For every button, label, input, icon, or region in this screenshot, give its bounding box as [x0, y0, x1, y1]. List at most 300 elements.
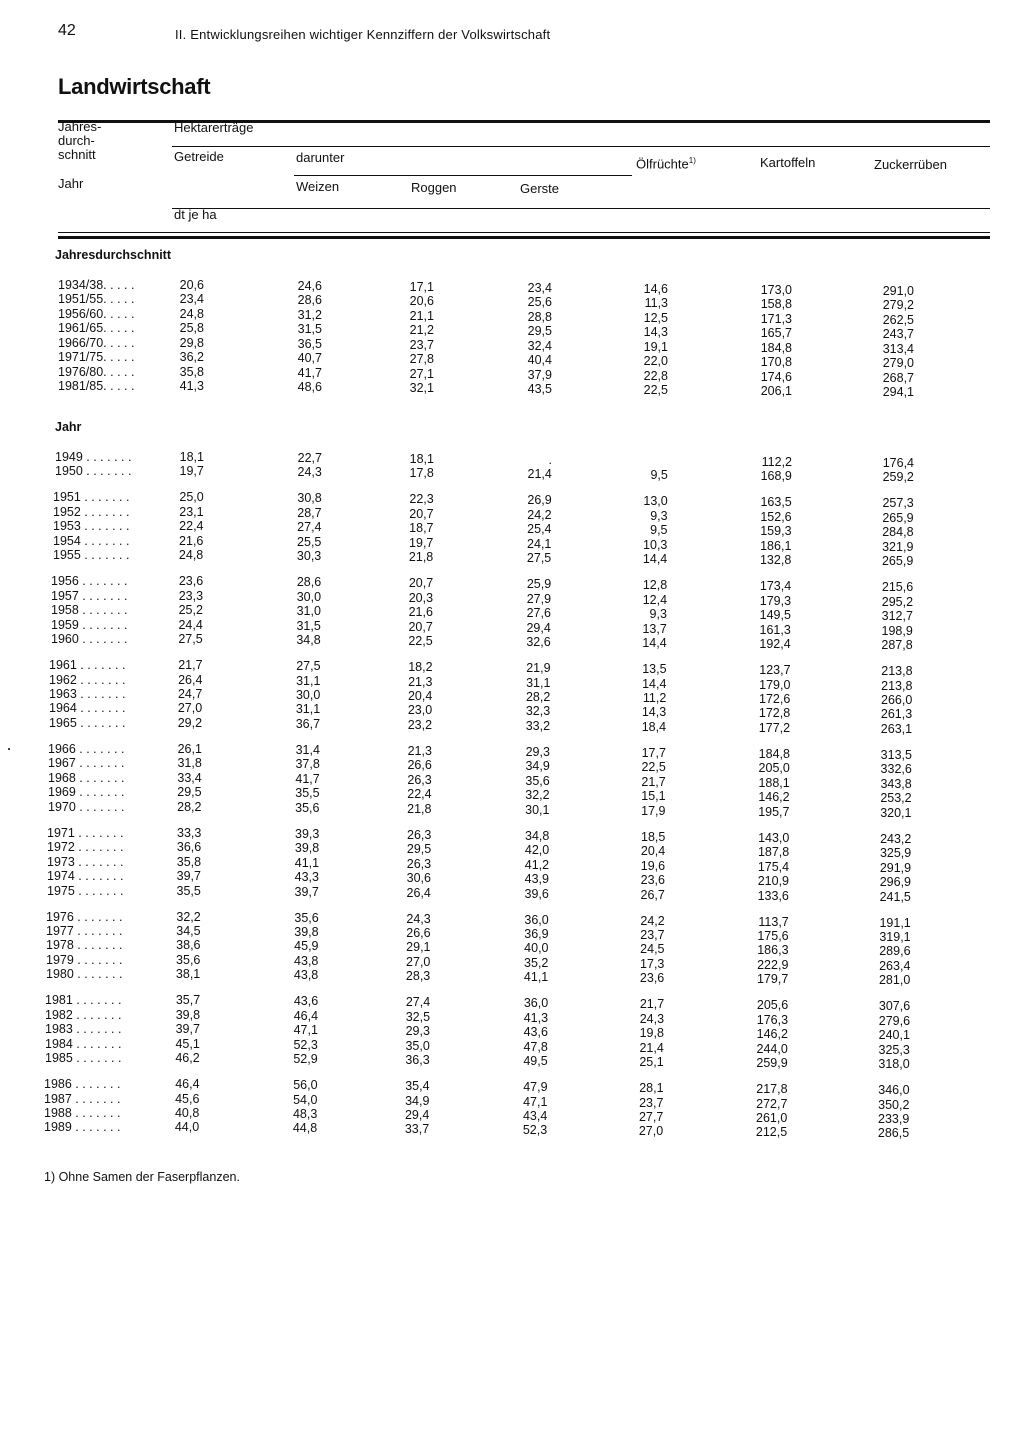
scan-speck: [8, 748, 10, 750]
cell-col-7: 279,0: [882, 355, 914, 370]
row-label: 1954 . . . . . . .: [53, 534, 130, 548]
cell-col-4: 32,2: [525, 787, 550, 802]
cell-col-1: 19,7: [179, 464, 204, 478]
cell-col-7: 243,2: [880, 831, 912, 846]
cell-col-2: 30,8: [297, 490, 322, 505]
cell-col-2: 39,3: [295, 826, 320, 841]
table-row: [0, 840, 1024, 860]
cell-col-6: 210,9: [757, 873, 789, 888]
cell-col-4: 21,4: [527, 466, 552, 481]
cell-col-1: 18,1: [179, 450, 204, 464]
cell-col-5: 9,3: [650, 509, 668, 523]
cell-col-1: 25,0: [179, 490, 204, 504]
header-unit: dt je ha: [174, 207, 217, 222]
cell-col-5: 14,4: [642, 552, 668, 566]
cell-col-6: 170,8: [760, 354, 792, 369]
cell-col-5: 12,4: [642, 593, 668, 607]
cell-col-4: 32,4: [527, 338, 552, 353]
cell-col-2: 35,6: [294, 910, 319, 925]
cell-col-1: 35,8: [179, 365, 204, 379]
cell-col-4: 47,9: [523, 1079, 548, 1094]
cell-col-3: 20,7: [408, 619, 433, 634]
cell-col-2: 45,9: [294, 938, 319, 953]
cell-col-6: 161,3: [759, 622, 791, 637]
row-label: 1956/60. . . . .: [58, 307, 135, 321]
table-row: [0, 292, 1024, 312]
cell-col-2: 39,7: [294, 884, 319, 899]
page-number: 42: [58, 22, 76, 39]
cell-col-6: 175,4: [757, 859, 790, 874]
cell-col-4: 40,4: [527, 352, 552, 367]
cell-col-4: 47,1: [523, 1094, 548, 1109]
table-row: [0, 869, 1024, 889]
cell-col-5: 20,4: [640, 844, 666, 858]
row-label: 1966/70. . . . .: [58, 336, 135, 350]
cell-col-4: 29,5: [527, 323, 552, 338]
cell-col-4: 43,5: [527, 381, 552, 396]
header-weizen: Weizen: [296, 179, 340, 194]
row-label: 1979 . . . . . . .: [46, 953, 123, 967]
cell-col-5: 12,8: [642, 578, 668, 592]
cell-col-6: 172,6: [759, 691, 791, 706]
cell-col-1: 46,2: [175, 1051, 200, 1065]
cell-col-2: 24,3: [297, 464, 322, 479]
cell-col-3: 23,7: [409, 337, 434, 352]
cell-col-3: 20,7: [409, 506, 434, 521]
cell-col-6: 175,6: [757, 928, 789, 943]
stub-header-line2: durch-: [58, 133, 95, 148]
row-label: 1958 . . . . . . .: [51, 603, 128, 617]
row-label: 1975 . . . . . . .: [47, 884, 124, 898]
cell-col-5: 19,1: [643, 340, 668, 354]
cell-col-3: 20,3: [408, 590, 434, 605]
cell-col-3: 36,3: [405, 1052, 430, 1067]
cell-col-4: 43,4: [522, 1108, 548, 1123]
table-row: [0, 1022, 1024, 1042]
row-label: 1960 . . . . . . .: [51, 632, 128, 646]
cell-col-6: 168,9: [760, 468, 792, 483]
cell-col-3: 29,3: [405, 1023, 430, 1038]
cell-col-6: 261,0: [756, 1110, 788, 1125]
cell-col-1: 34,5: [176, 924, 201, 938]
table-row: [0, 785, 1024, 805]
cell-col-6: 149,5: [759, 607, 791, 622]
cell-col-2: 28,6: [297, 292, 322, 307]
cell-col-5: 10,3: [643, 538, 668, 552]
cell-col-7: 279,6: [878, 1013, 911, 1028]
cell-col-4: 28,2: [525, 689, 551, 704]
cell-col-7: 241,5: [879, 889, 911, 904]
cell-col-7: 284,8: [882, 524, 914, 539]
cell-col-7: 261,3: [880, 706, 913, 721]
cell-col-1: 21,7: [178, 658, 203, 672]
cell-col-2: 48,6: [297, 379, 322, 394]
cell-col-4: 30,1: [525, 802, 550, 817]
row-label: 1989 . . . . . . .: [44, 1120, 121, 1134]
table-row: [0, 632, 1024, 652]
cell-col-1: 31,8: [177, 756, 202, 770]
cell-col-7: 213,8: [881, 663, 913, 678]
cell-col-4: 41,3: [523, 1010, 549, 1025]
cell-col-2: 31,0: [296, 603, 321, 618]
cell-col-3: 34,9: [405, 1093, 430, 1108]
cell-col-7: 343,8: [880, 776, 912, 791]
cell-col-6: 205,6: [756, 997, 789, 1012]
table-row: [0, 800, 1024, 820]
cell-col-3: 20,6: [409, 293, 434, 308]
cell-col-6: 172,8: [758, 705, 791, 720]
cell-col-1: 35,7: [175, 993, 201, 1007]
header-gerste: Gerste: [520, 181, 560, 196]
cell-col-6: 159,3: [760, 523, 792, 538]
cell-col-2: 31,1: [295, 701, 321, 716]
cell-col-3: 18,7: [409, 520, 434, 535]
cell-col-7: 350,2: [878, 1097, 910, 1112]
cell-col-2: 41,1: [294, 855, 320, 870]
cell-col-4: 35,6: [525, 773, 550, 788]
table-row: [0, 884, 1024, 904]
row-label: 1952 . . . . . . .: [53, 505, 130, 519]
cell-col-1: 23,3: [178, 589, 204, 603]
table-row: [0, 716, 1024, 736]
table-row: [0, 307, 1024, 327]
cell-col-1: 35,8: [176, 855, 202, 869]
cell-col-3: 21,1: [409, 308, 434, 323]
row-label: 1984 . . . . . . .: [45, 1037, 122, 1051]
table-row: [0, 490, 1024, 510]
cell-col-4: 25,4: [527, 521, 552, 536]
cell-col-7: 259,2: [882, 469, 914, 484]
cell-col-6: 244,0: [756, 1041, 788, 1056]
cell-col-3: 21,8: [407, 801, 432, 816]
cell-col-5: 13,0: [643, 494, 668, 508]
cell-col-3: 28,3: [405, 968, 431, 983]
cell-col-6: 146,2: [758, 789, 790, 804]
cell-col-2: 37,8: [295, 756, 320, 771]
cell-col-1: 24,8: [178, 548, 204, 562]
cell-col-7: 243,7: [882, 326, 914, 341]
table-row: [0, 534, 1024, 554]
cell-col-5: 18,4: [641, 720, 667, 734]
cell-col-6: 179,7: [756, 971, 789, 986]
row-label: 1980 . . . . . . .: [46, 967, 123, 981]
cell-col-6: 272,7: [756, 1096, 788, 1111]
header-bottom-rule: [58, 232, 990, 233]
cell-col-7: 176,4: [882, 455, 914, 470]
cell-col-1: 29,5: [177, 785, 202, 799]
cell-col-4: 36,0: [524, 912, 549, 927]
row-label: 1988 . . . . . . .: [44, 1106, 121, 1120]
header-hektarertraege: Hektarerträge: [174, 120, 254, 135]
cell-col-3: 21,6: [408, 604, 433, 619]
cell-col-5: 22,5: [643, 383, 668, 397]
cell-col-2: 39,8: [294, 840, 320, 855]
table-row: [0, 1120, 1024, 1140]
table-row: [0, 1037, 1024, 1057]
table-row: [0, 993, 1024, 1013]
cell-col-5: 23,6: [640, 873, 665, 887]
cell-col-4: 39,6: [524, 886, 549, 901]
cell-col-4: 37,9: [527, 367, 552, 382]
cell-col-1: 23,1: [179, 505, 204, 519]
cell-col-2: 34,8: [296, 632, 321, 647]
cell-col-4: 43,9: [524, 871, 549, 886]
cell-col-5: 13,5: [642, 662, 667, 676]
table-row: [0, 742, 1024, 762]
cell-col-1: 45,6: [175, 1092, 200, 1106]
cell-col-2: 35,6: [295, 800, 320, 815]
cell-col-7: 263,4: [879, 958, 911, 973]
cell-col-1: 26,4: [178, 673, 203, 687]
row-label: 1951 . . . . . . .: [53, 490, 130, 504]
cell-col-7: 332,6: [880, 761, 912, 776]
cell-col-4: 23,4: [527, 280, 552, 295]
table-row: [0, 924, 1024, 944]
header-rule-unit: [172, 208, 990, 209]
cell-col-7: 279,2: [882, 297, 914, 312]
table-row: [0, 603, 1024, 623]
cell-col-6: 259,9: [756, 1055, 788, 1070]
cell-col-5: 17,7: [641, 746, 666, 760]
row-label: 1961 . . . . . . .: [49, 658, 126, 672]
cell-col-3: 20,4: [407, 688, 433, 703]
cell-col-5: 23,7: [639, 1096, 664, 1110]
cell-col-3: 22,5: [408, 633, 433, 648]
cell-col-1: 44,0: [174, 1120, 200, 1134]
cell-col-6: 217,8: [756, 1081, 788, 1096]
row-label: 1974 . . . . . . .: [47, 869, 124, 883]
cell-col-3: 27,1: [409, 366, 434, 381]
cell-col-5: 28,1: [639, 1081, 664, 1095]
cell-col-1: 21,6: [179, 534, 204, 548]
cell-col-1: 38,1: [175, 967, 201, 981]
cell-col-5: 11,2: [642, 691, 667, 705]
row-label: 1955 . . . . . . .: [53, 548, 130, 562]
cell-col-6: 179,3: [759, 593, 792, 608]
header-getreide: Getreide: [174, 149, 224, 164]
cell-col-4: 29,4: [526, 620, 551, 635]
cell-col-3: 17,1: [409, 279, 434, 294]
table-row: [0, 450, 1024, 470]
cell-col-6: 173,0: [760, 282, 792, 297]
cell-col-2: 31,5: [297, 321, 322, 336]
cell-col-7: 287,8: [881, 637, 913, 652]
cell-col-7: 198,9: [881, 623, 913, 638]
cell-col-1: 33,4: [177, 771, 202, 785]
cell-col-2: 27,4: [297, 519, 322, 534]
cell-col-3: 24,3: [406, 911, 431, 926]
cell-col-6: 179,0: [759, 677, 791, 692]
cell-col-6: 177,2: [758, 720, 791, 735]
cell-col-3: 27,4: [405, 994, 431, 1009]
cell-col-5: 13,7: [642, 622, 667, 636]
cell-col-4: 34,8: [525, 828, 550, 843]
cell-col-3: 23,2: [407, 717, 433, 732]
cell-col-2: 39,8: [294, 924, 319, 939]
cell-col-4: 36,9: [524, 926, 549, 941]
cell-col-4: 27,9: [526, 591, 552, 606]
cell-col-5: 22,8: [643, 369, 668, 383]
header-kartoffeln: Kartoffeln: [760, 155, 816, 170]
cell-col-6: 113,7: [758, 914, 789, 929]
cell-col-2: 30,3: [296, 548, 322, 563]
row-label: 1966 . . . . . . .: [48, 742, 125, 756]
cell-col-4: 21,9: [526, 660, 551, 675]
cell-col-4: 32,3: [525, 703, 551, 718]
row-label: 1972 . . . . . . .: [47, 840, 124, 854]
cell-col-4: 28,8: [527, 309, 552, 324]
cell-col-7: 213,8: [881, 678, 913, 693]
cell-col-7: 253,2: [880, 790, 912, 805]
cell-col-7: 281,0: [878, 972, 911, 987]
cell-col-7: 296,9: [879, 874, 911, 889]
cell-col-1: 22,4: [179, 519, 204, 533]
cell-col-5: 17,3: [640, 957, 665, 971]
header-oelfruechte-label: Ölfrüchte: [636, 156, 689, 172]
table-row: [0, 855, 1024, 875]
table-row: [0, 350, 1024, 370]
row-label: 1965 . . . . . . .: [49, 716, 126, 730]
cell-col-4: 24,1: [527, 536, 552, 551]
table-row: [0, 548, 1024, 568]
cell-col-5: 14,4: [642, 677, 667, 691]
cell-col-6: 173,4: [759, 578, 792, 593]
cell-col-1: 20,6: [179, 278, 204, 292]
table-row: [0, 464, 1024, 484]
cell-col-3: 26,4: [406, 885, 431, 900]
cell-col-3: 26,3: [407, 827, 432, 842]
table-row: [0, 771, 1024, 791]
cell-col-3: 21,2: [409, 322, 434, 337]
row-label: 1985 . . . . . . .: [45, 1051, 122, 1065]
cell-col-7: 313,4: [882, 341, 914, 356]
cell-col-3: 26,6: [406, 925, 431, 940]
cell-col-4: 41,1: [523, 969, 549, 984]
cell-col-2: 30,0: [295, 687, 321, 702]
cell-col-4: 29,3: [525, 744, 550, 759]
cell-col-3: 17,8: [409, 465, 434, 480]
cell-col-6: 112,2: [761, 454, 792, 469]
cell-col-7: 263,1: [880, 721, 913, 736]
cell-col-5: 27,7: [638, 1110, 664, 1124]
cell-col-4: 36,0: [523, 995, 549, 1010]
cell-col-7: 268,7: [882, 370, 914, 385]
table-row: [0, 278, 1024, 298]
cell-col-6: 171,3: [760, 311, 792, 326]
table-row: [0, 910, 1024, 930]
cell-col-2: 31,4: [295, 742, 320, 757]
cell-col-1: 24,4: [178, 618, 203, 632]
table-row: [0, 1106, 1024, 1126]
cell-col-3: 26,3: [407, 772, 432, 787]
cell-col-3: 27,0: [406, 954, 431, 969]
row-label: 1976/80. . . . .: [58, 365, 135, 379]
cell-col-3: 35,0: [405, 1038, 430, 1053]
cell-col-6: 184,8: [760, 340, 792, 355]
cell-col-6: 165,7: [760, 325, 792, 340]
row-label: 1949 . . . . . . .: [55, 450, 132, 464]
cell-col-5: 14,4: [642, 636, 667, 650]
row-label: 1956 . . . . . . .: [51, 574, 128, 588]
cell-col-5: 23,6: [639, 971, 665, 985]
cell-col-7: 265,9: [881, 553, 914, 568]
cell-col-6: 222,9: [757, 957, 789, 972]
footnote: 1) Ohne Samen der Faserpflanzen.: [44, 1170, 240, 1184]
footnote-mark: 1): [688, 156, 696, 165]
row-label: 1971/75. . . . .: [58, 350, 135, 364]
row-label: 1968 . . . . . . .: [48, 771, 125, 785]
cell-col-7: 257,3: [882, 495, 914, 510]
cell-col-1: 46,4: [175, 1077, 200, 1091]
cell-col-5: 9,3: [649, 607, 667, 621]
cell-col-1: 39,7: [176, 869, 201, 883]
cell-col-5: 21,4: [639, 1041, 664, 1055]
row-label: 1983 . . . . . . .: [45, 1022, 122, 1036]
cell-col-6: 186,3: [757, 942, 789, 957]
cell-col-2: 28,7: [297, 505, 322, 520]
cell-col-5: 9,5: [650, 523, 668, 537]
cell-col-1: 25,8: [179, 321, 204, 335]
row-label: 1981/85. . . . .: [58, 379, 135, 393]
cell-col-5: 22,5: [641, 760, 666, 774]
cell-col-1: 35,6: [176, 953, 201, 967]
cell-col-2: 52,3: [293, 1037, 318, 1052]
stub-header-line3: schnitt: [58, 147, 96, 162]
cell-col-3: 20,7: [408, 575, 434, 590]
cell-col-7: 318,0: [878, 1056, 910, 1071]
cell-col-7: 262,5: [882, 312, 914, 327]
cell-col-1: 35,5: [176, 884, 201, 898]
cell-col-5: 24,3: [639, 1012, 665, 1026]
cell-col-4: 34,9: [525, 758, 550, 773]
cell-col-4: 32,6: [526, 634, 551, 649]
cell-col-7: 346,0: [878, 1082, 910, 1097]
row-label: 1969 . . . . . . .: [48, 785, 125, 799]
cell-col-6: 192,4: [759, 636, 791, 651]
cell-col-1: 38,6: [176, 938, 201, 952]
cell-col-6: 206,1: [760, 383, 792, 398]
cell-col-5: 23,7: [640, 928, 665, 942]
cell-col-3: 23,0: [407, 702, 433, 717]
cell-col-2: 28,6: [296, 574, 322, 589]
table-row: [0, 365, 1024, 385]
cell-col-5: 14,3: [643, 325, 668, 339]
table-row: [0, 379, 1024, 399]
cell-col-5: 21,7: [641, 775, 666, 789]
cell-col-6: 143,0: [758, 830, 790, 845]
cell-col-2: 41,7: [297, 365, 322, 380]
table-row: [0, 336, 1024, 356]
cell-col-4: 41,2: [524, 857, 550, 872]
cell-col-5: 12,5: [643, 311, 668, 325]
cell-col-4: 31,1: [526, 675, 551, 690]
cell-col-6: 146,2: [756, 1026, 788, 1041]
cell-col-7: 295,2: [881, 594, 914, 609]
header-zuckerrueben: Zuckerrüben: [874, 157, 947, 172]
cell-col-4: 26,9: [527, 492, 552, 507]
cell-col-7: 289,6: [879, 943, 911, 958]
cell-col-4: 42,0: [524, 842, 550, 857]
header-roggen: Roggen: [411, 180, 457, 195]
cell-col-6: 158,8: [760, 296, 792, 311]
cell-col-6: 184,8: [758, 746, 790, 761]
table-row: [0, 1008, 1024, 1028]
cell-col-5: 11,3: [644, 296, 668, 310]
cell-col-1: 27,0: [177, 701, 203, 715]
row-label: 1986 . . . . . . .: [44, 1077, 121, 1091]
stub-header-line1: Jahres-: [58, 119, 102, 134]
cell-col-1: 39,8: [175, 1008, 201, 1022]
